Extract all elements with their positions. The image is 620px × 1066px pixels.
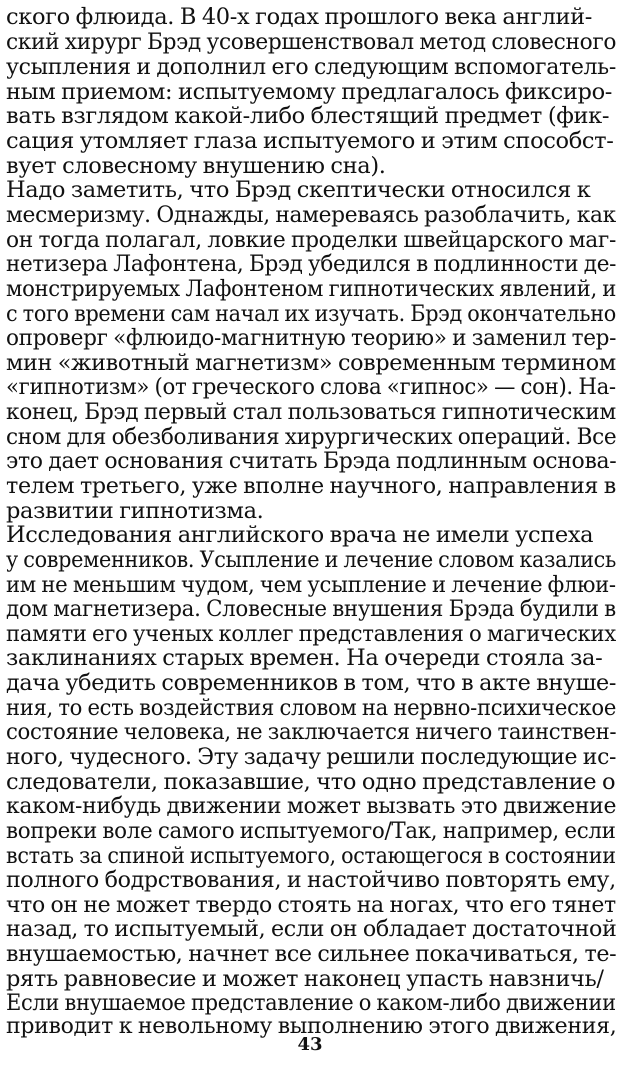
text-line: каком-нибудь движении может вызвать это движение bbox=[6, 793, 617, 819]
text-line: «гипнотизм» (от греческого слова «гипнос» — сон). На- bbox=[6, 374, 616, 400]
text-line: полного бодрствования, и настойчиво повторять ему, bbox=[6, 867, 616, 893]
text-line: ния, то есть воздействия словом на нервно-психическое bbox=[6, 695, 616, 721]
text-line: развитии гипнотизма. bbox=[6, 498, 264, 524]
text-line: состояние человека, не заключается ничего таинствен- bbox=[6, 719, 617, 745]
text-line: сация утомляет глаза испытуемого и этим способст- bbox=[6, 128, 614, 154]
text-line: вопреки воле самого испытуемого/Так, например, если bbox=[6, 818, 616, 844]
text-line: опроверг «флюидо-магнитную теорию» и заменил тер- bbox=[6, 325, 617, 351]
text-line: это дает основания считать Брэда подлинным основа- bbox=[6, 448, 617, 474]
text-line: ного, чудесного. Эту задачу решили последующие ис- bbox=[6, 744, 617, 770]
text-line: дача убедить современников в том, что в акте внуше- bbox=[6, 670, 617, 696]
text-line: конец, Брэд первый стал пользоваться гипнотическим bbox=[6, 399, 616, 425]
text-line: ным приемом: испытуемому предлагалось фиксиро- bbox=[6, 79, 613, 105]
text-line: следователи, показавшие, что одно представление о bbox=[6, 769, 616, 795]
text-line: дом магнетизера. Словесные внушения Брэда будили в bbox=[6, 596, 616, 622]
text-line: назад, то испытуемый, если он обладает достаточной bbox=[6, 916, 617, 942]
text-line: монстрируемых Лафонтеном гипнотических явлений, и bbox=[6, 276, 617, 302]
text-line: рять равновесие и может наконец упасть навзничь/ bbox=[6, 966, 604, 992]
text-line: встать за спиной испытуемого, остающегося в состоянии bbox=[6, 843, 616, 869]
text-line: усыпления и дополнил его следующим вспомогатель- bbox=[6, 54, 616, 80]
text-line: что он не может твердо стоять на ногах, что его тянет bbox=[6, 892, 616, 918]
text-line: заклинаниях старых времен. На очереди стояла за- bbox=[6, 645, 603, 671]
text-line: ский хирург Брэд усовершенствовал метод словесного bbox=[6, 29, 617, 55]
text-line: с того времени сам начал их изучать. Брэд окончательно bbox=[6, 301, 616, 327]
text-line: он тогда полагал, ловкие проделки швейцарского маг- bbox=[6, 227, 616, 253]
text-line: вать взглядом какой-либо блестящий предмет (фик- bbox=[6, 103, 610, 129]
text-line: нетизера Лафонтена, Брэд убедился в подлинности де- bbox=[6, 251, 617, 277]
text-line: у современников. Усыпление и лечение словом казались bbox=[6, 547, 616, 573]
text-line: внушаемостью, начнет все сильнее покачиваться, те- bbox=[6, 941, 617, 967]
text-line: памяти его ученых коллег представления о магических bbox=[6, 621, 616, 647]
text-line: телем третьего, уже вполне научного, направления в bbox=[6, 473, 616, 499]
text-line: мин «животный магнетизм» современным термином bbox=[6, 350, 616, 376]
text-line: месмеризму. Однажды, намереваясь разоблачить, как bbox=[6, 202, 616, 228]
text-line: вует словесному внушению сна). bbox=[6, 153, 386, 179]
text-line: Надо заметить, что Брэд скептически относился к bbox=[6, 177, 591, 203]
text-line: приводит к невольному выполнению этого движения, bbox=[6, 1013, 617, 1039]
text-line: Если внушаемое представление о каком-либо движении bbox=[6, 990, 616, 1016]
page-number: 43 bbox=[297, 1034, 323, 1055]
text-line: Исследования английского врача не имели успеха bbox=[6, 522, 594, 548]
text-line: сном для обезболивания хирургических операций. Все bbox=[6, 424, 617, 450]
text-line: им не меньшим чудом, чем усыпление и лечение флюи- bbox=[6, 572, 616, 598]
text-line: ского флюида. В 40-х годах прошлого века англий- bbox=[6, 4, 593, 30]
